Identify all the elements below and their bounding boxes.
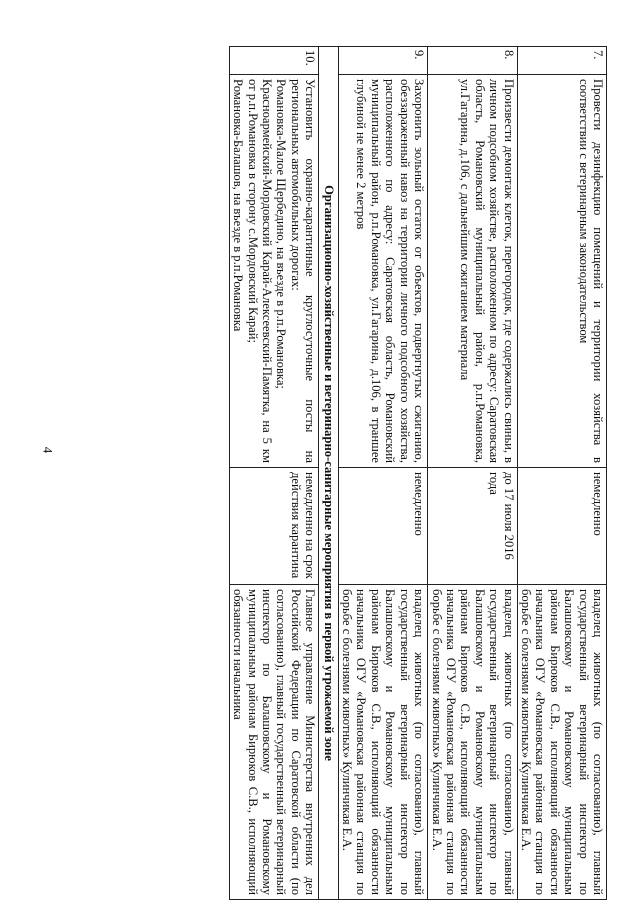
row-responsible: владелец животных (по согласованию), главный государственный ветеринарный инспектор по Балашовскому и Романовскому муниципальным районам Бирюков С.В., исполняющий обязанности начальника ОГУ «Романовская районная станция по борьбе с болезнями животных» Кулинчикая Е.А.: [338, 585, 427, 900]
measures-table: [229, 46, 607, 900]
row-term: немедленно на срок действия карантина: [229, 468, 318, 585]
table-row-10: [229, 47, 318, 900]
row-term: до 17 июля 2016 года: [428, 468, 517, 585]
row-action: Захоронить зольный остаток от объектов, подвергнутых сжиганию, обеззараженный навоз на территории личного подсобного хозяйства, расположенного по адресу: Саратовская область, Романовский муниципальный район, р.п.Романовка, ул.Гагарина, д.106, в траншее глубиной не менее 2 метров: [338, 75, 427, 468]
action-line: Красноармейский-Мордовский Карай-Алексеевский-Памятка, на 5 км от р.п.Романовка в сторону с.Мордовский Карай;: [245, 79, 275, 463]
row-term: немедленно: [517, 468, 606, 585]
table-row-8: [428, 47, 517, 900]
table-row-9: [338, 47, 427, 900]
row-term: немедленно: [338, 468, 427, 585]
row-responsible: владелец животных (по согласованию), главный государственный ветеринарный инспектор по Балашовскому и Романовскому муниципальным районам Бирюков С.В., исполняющий обязанности начальника ОГУ «Романовская районная станция по борьбе с болезнями животных» Кулинчикая Е.А.: [517, 585, 606, 900]
row-number: 8.: [428, 47, 517, 75]
action-line: Установить охранно-карантинные круглосуточные посты на региональных автомобильных дорогах:: [288, 79, 318, 463]
row-action: Произвести демонтаж клеток, перегородок, где содержались свиньи, в личном подсобном хозяйстве, расположенном по адресу: Саратовская область, Романовский муниципальный район, р.п.Романовка, ул.Гагарина, д.106, с дальнейшим сжиганием материала: [428, 75, 517, 468]
section-heading-row: [319, 47, 338, 900]
row-number: 7.: [517, 47, 606, 75]
row-number: 9.: [338, 47, 427, 75]
row-responsible: владелец животных (по согласованию), главный государственный ветеринарный инспектор по Балашовскому и Романовскому муниципальным районам Бирюков С.В., исполняющий обязанности начальника ОГУ «Романовская районная станция по борьбе с болезнями животных» Кулинчикая Е.А.: [428, 585, 517, 900]
row-number: 10.: [229, 47, 318, 75]
action-line: Романовка-Балашов, на въезде в р.п.Романовка: [231, 79, 246, 332]
action-line: Романовка-Малое Щербедино, на въезде в р.п.Романовка;: [274, 79, 289, 389]
row-action: [229, 75, 318, 468]
measures-table-container: [92, 46, 607, 900]
page-number: 4: [40, 446, 56, 454]
section-heading: Организационно-хозяйственные и ветеринарно-санитарные мероприятия в первой угрожаемой зоне: [319, 47, 338, 900]
table-row-7: [517, 47, 606, 900]
row-action: Провести дезинфекцию помещений и территории хозяйства в соответствии с ветеринарным законодательством: [517, 75, 606, 468]
row-responsible: Главное управление Министерства внутренних дел Российской Федерации по Саратовской области (по согласованию), главный государственный ветеринарный инспектор по Балашовскому и Романовскому муниципальным районам Бирюков С.В., исполняющий обязанности начальника: [229, 585, 318, 900]
